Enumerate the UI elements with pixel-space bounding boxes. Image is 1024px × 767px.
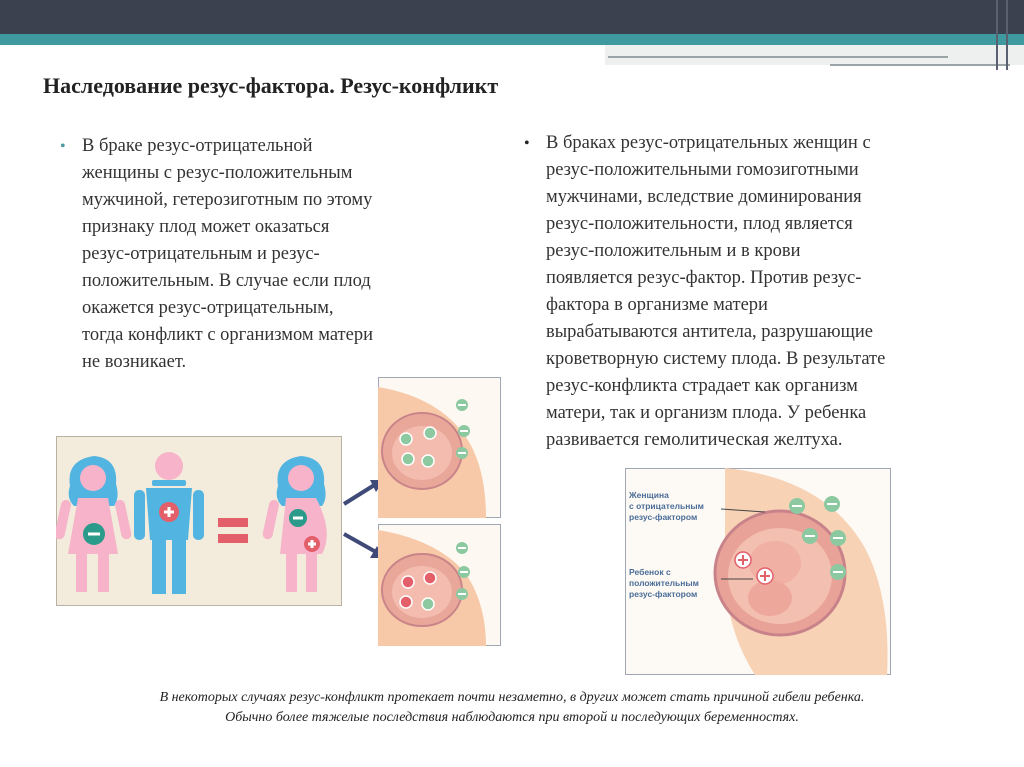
equals-sign xyxy=(218,534,248,543)
right-bullet xyxy=(524,130,986,454)
bullet-line: положительным. В случае если плод xyxy=(82,271,371,291)
bullet-line: В браке резус-отрицательной xyxy=(82,136,313,156)
decor-line xyxy=(996,0,998,70)
bullet-dot: • xyxy=(60,138,66,155)
womb-negative-illustration xyxy=(378,377,501,518)
top-bar xyxy=(0,0,1024,34)
bullet-line: мужчинами, вследствие доминирования xyxy=(546,187,862,207)
bullet-line: тогда конфликт с организмом матери xyxy=(82,325,373,345)
bullet-line: признаку плод может оказаться xyxy=(82,217,330,237)
mother-label: с отрицательным xyxy=(629,501,704,511)
bullet-dot: • xyxy=(524,135,530,152)
decor-line xyxy=(1006,0,1008,70)
child-label: положительным xyxy=(629,578,699,588)
bullet-line: В браках резус-отрицательных женщин с xyxy=(546,133,871,153)
equals-sign xyxy=(218,518,248,527)
caption-line: В некоторых случаях резус-конфликт протекает почти незаметно, в других может стать причиной гибели ребенка. xyxy=(159,690,865,705)
left-bullet xyxy=(60,133,482,376)
bullet-line: матери, так и организм плода. У ребенка xyxy=(546,403,867,423)
bullet-line: резус-положительным и в крови xyxy=(546,241,801,261)
bullet-line: вырабатываются антитела, разрушающие xyxy=(546,322,873,342)
bullet-line: резус-конфликта страдает как организм xyxy=(546,376,858,396)
arrow-up xyxy=(344,484,376,504)
bullet-line: кроветворную систему плода. В результате xyxy=(546,349,886,369)
decor-line xyxy=(608,56,948,58)
bullet-line: резус-отрицательным и резус- xyxy=(82,244,320,264)
bullet-line: окажется резус-отрицательным, xyxy=(82,298,334,318)
bullet-line: не возникает. xyxy=(82,352,187,372)
rh-conflict-illustration xyxy=(625,468,891,675)
caption-line: Обычно более тяжелые последствия наблюдаются при второй и последующих беременностях. xyxy=(225,710,799,725)
family-illustration xyxy=(56,436,342,606)
slide-title: Наследование резус-фактора. Резус-конфликт xyxy=(43,73,499,98)
bullet-line: развивается гемолитическая желтуха. xyxy=(546,430,843,450)
decor-band xyxy=(605,45,1024,65)
bullet-line: женщины с резус-положительным xyxy=(82,163,353,183)
bullet-line: резус-положительными гомозиготными xyxy=(546,160,859,180)
top-accent-stripe xyxy=(0,34,1024,45)
arrow-down xyxy=(344,534,376,552)
mother-label: резус-фактором xyxy=(629,512,698,522)
bullet-line: фактора в организме матери xyxy=(546,295,768,315)
mother-label: Женщина xyxy=(629,490,669,500)
decor-line xyxy=(830,64,1010,66)
bullet-line: мужчиной, гетерозиготным по этому xyxy=(82,190,373,210)
child-label: Ребенок с xyxy=(629,567,671,577)
child-label: резус-фактором xyxy=(629,589,698,599)
slide-caption xyxy=(0,688,1024,728)
womb-positive-illustration xyxy=(378,524,501,646)
bullet-line: появляется резус-фактор. Против резус- xyxy=(546,268,862,288)
bullet-line: резус-положительности, плод является xyxy=(546,214,853,234)
